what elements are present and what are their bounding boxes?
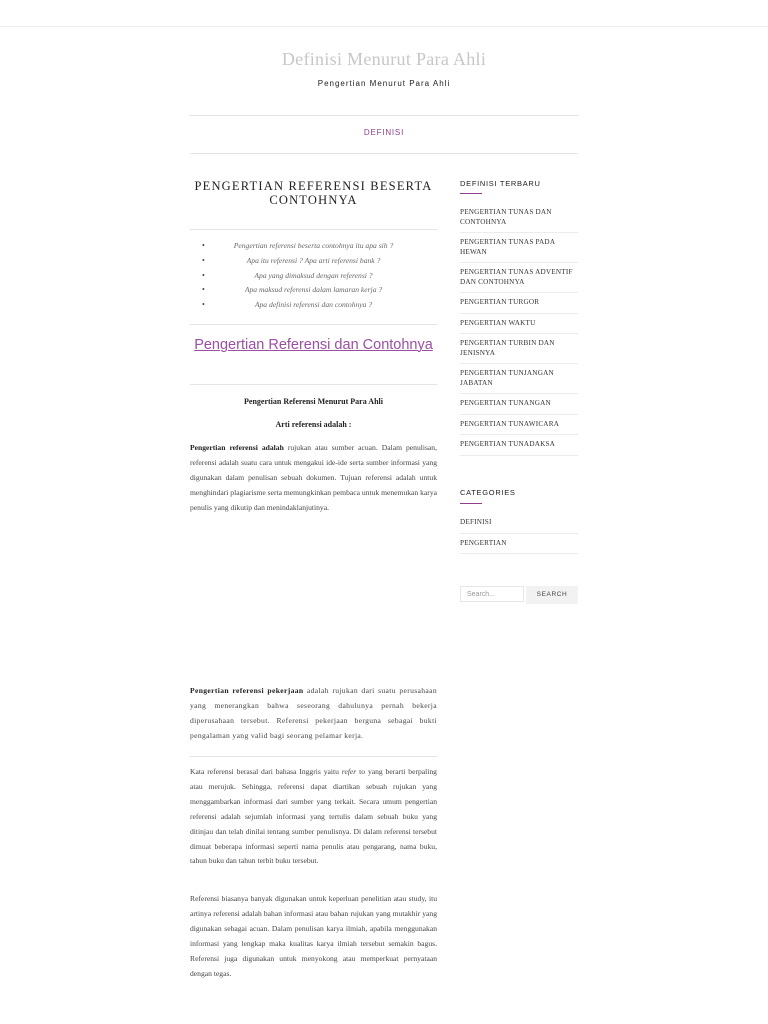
categories-title: CATEGORIES: [460, 488, 516, 497]
divider: [190, 324, 437, 325]
divider: [190, 229, 437, 230]
recent-posts-title: DEFINISI TERBARU: [460, 179, 541, 188]
divider: [190, 384, 437, 385]
category-label[interactable]: PENGERTIAN: [460, 538, 507, 547]
recent-post-label[interactable]: PENGERTIAN TUNAWICARA: [460, 419, 560, 428]
recent-post-item[interactable]: [460, 233, 578, 263]
paragraph-text: to yang berarti berpaling atau merujuk. Sehingga, referensi dapat diartikan sebuah rujukan yang menggambarkan informasi dari sumber yang terkait. Secara umum pengertian referensi adalah sejumlah informasi yang tertulis dalam sebuah buku yang ditinjau dan telah dinilai tentang sumber penulisnya. Di dalam referensi tersebut dimuat beberapa informasi seperti nama penulis atau pengarang, nama buku, tahun buku dan tahun terbit buku tersebut.: [190, 767, 437, 866]
toc-item[interactable]: • Apa yang dimaksud dengan referensi ?: [190, 269, 437, 284]
search-input[interactable]: Search...: [460, 586, 524, 602]
paragraph-bold: Pengertian referensi pekerjaan: [190, 686, 304, 695]
paragraph-definition: [190, 441, 437, 516]
section-subtitle: Pengertian Referensi Menurut Para Ahli: [244, 397, 383, 406]
divider: [190, 756, 437, 757]
search-form: [460, 586, 578, 604]
category-item[interactable]: [460, 534, 578, 555]
paragraph-bold: Pengertian referensi adalah: [190, 443, 284, 452]
recent-post-label[interactable]: PENGERTIAN TUNADAKSA: [460, 440, 556, 448]
recent-post-item[interactable]: [460, 314, 578, 335]
main-nav: [190, 115, 578, 154]
recent-post-label[interactable]: PENGERTIAN TUNJANGAN JABATAN: [460, 369, 554, 387]
paragraph-text: Kata referensi berasal dari bahasa Inggris yaitu: [190, 767, 342, 776]
toc-item[interactable]: • Apa itu referensi ? Apa arti referensi bank ?: [190, 254, 437, 269]
recent-post-item[interactable]: [460, 334, 578, 364]
category-label[interactable]: DEFINISI: [460, 518, 492, 526]
recent-post-item[interactable]: [460, 293, 578, 314]
paragraph-italic: refer: [341, 767, 357, 776]
recent-post-item[interactable]: [460, 415, 578, 436]
recent-post-item[interactable]: [460, 435, 578, 456]
nav-item-definisi[interactable]: DEFINISI: [363, 128, 405, 137]
search-button[interactable]: SEARCH: [526, 586, 578, 604]
recent-post-item[interactable]: [460, 394, 578, 415]
post-title: PENGERTIAN REFERENSI BESERTA CONTOHNYA: [194, 179, 433, 207]
recent-post-label[interactable]: PENGERTIAN TUNAS DAN CONTOHNYA: [460, 208, 552, 226]
recent-post-label[interactable]: PENGERTIAN TURBIN DAN JENISNYA: [460, 339, 555, 357]
recent-post-label[interactable]: PENGERTIAN WAKTU: [460, 318, 536, 327]
paragraph-usage: Referensi biasanya banyak digunakan untuk keperluan penelitian atau study, itu artinya referensi adalah bahan informasi atau bahan rujukan yang mutakhir yang digunakan sebagai acuan. Dalam penulisan karya ilmiah, apabila menggunakan informasi yang lengkap maka kualitas karya ilmiah tersebut semakin bagus. Referensi juga digunakan untuk menyokong atau memperkuat pernyataan dengan tegas.: [190, 894, 437, 978]
top-bar: [0, 0, 768, 27]
table-of-contents: [190, 239, 437, 313]
paragraph-text: adalah rujukan dari suatu perusahaan yang menerangkan bahwa seseorang dahulunya pernah bekerja diperusahaan tersebut. Referensi pekerjaan berguna sebagai bukti pengalaman yang valid bagi seorang pelamar kerja.: [190, 686, 437, 740]
recent-post-label[interactable]: PENGERTIAN TUNAS ADVENTIF DAN CONTOHNYA: [460, 268, 573, 286]
toc-item[interactable]: • Apa definisi referensi dan contohnya ?: [190, 298, 437, 313]
section-subtitle: Arti referensi adalah :: [275, 420, 352, 429]
site-description: Pengertian Menurut Para Ahli: [317, 79, 451, 88]
section-heading[interactable]: Pengertian Referensi dan Contohnya: [194, 337, 433, 353]
toc-item[interactable]: • Pengertian referensi beserta contohnya itu apa sih ?: [190, 239, 437, 254]
widget-title-underline: [460, 503, 482, 504]
category-item[interactable]: [460, 513, 578, 534]
paragraph-etymology: [190, 765, 437, 869]
toc-item[interactable]: • Apa maksud referensi dalam lamaran kerja ?: [190, 283, 437, 298]
categories-list: [460, 513, 578, 554]
recent-post-item[interactable]: [460, 263, 578, 293]
recent-post-label[interactable]: PENGERTIAN TURGOR: [460, 298, 540, 306]
paragraph-job-reference: [190, 684, 437, 744]
paragraph-text: rujukan atau sumber acuan. Dalam penulisan, referensi adalah suatu cara untuk mengakui ide-ide serta sumber informasi yang digunakan dalam penulisan sebuah dokumen. Tujuan referensi adalah untuk menghindari plagiarisme serta memungkinkan pembaca untuk menemukan karya penulis yang dikutip dan menindaklanjutinya.: [190, 443, 438, 512]
recent-post-label[interactable]: PENGERTIAN TUNANGAN: [460, 399, 551, 407]
recent-post-item[interactable]: [460, 364, 578, 394]
recent-post-label[interactable]: PENGERTIAN TUNAS PADA HEWAN: [460, 238, 555, 256]
site-title[interactable]: Definisi Menurut Para Ahli: [281, 49, 487, 69]
recent-post-item[interactable]: [460, 203, 578, 233]
widget-title-underline: [460, 193, 482, 194]
recent-posts-list: [460, 203, 578, 456]
